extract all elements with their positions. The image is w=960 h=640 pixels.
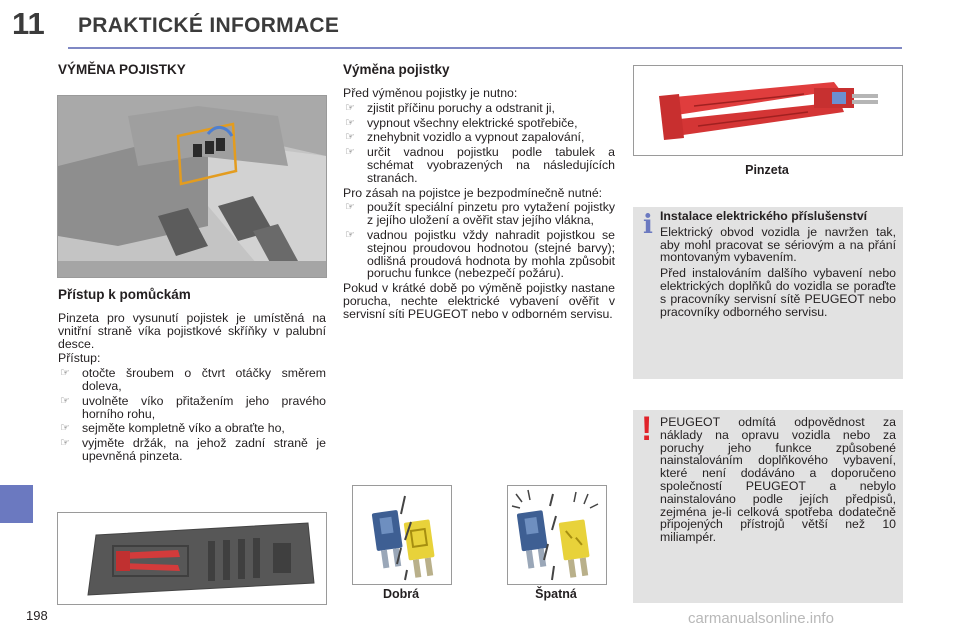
grip-item: ☞ vadnou pojistku vždy nahradit pojistkou se stejnou proudovou hodnotou (stejné barvy); odlišná proudová hodnota by mohla způsobit poruchu funkce (nebezpečí požáru).	[345, 227, 615, 281]
access-step: ☞ otočte šroubem o čtvrt otáčky směrem doleva,	[60, 366, 326, 393]
grip-text: Pro zásah na pojistce je bezpodmínečně nutné:	[343, 185, 603, 200]
hand-pointer-icon: ☞	[345, 101, 355, 114]
intro-paragraph: Pinzeta pro vysunutí pojistek je umístěná na vnitřní straně víka pojistkové skříňky v palubní desce.	[58, 311, 326, 351]
access-step: ☞ uvolněte víko přitažením jeho pravého horního rohu,	[60, 393, 326, 421]
info-box-paragraph: Před instalováním dalšího vybavení nebo elektrických doplňků do vozidla se poraďte s pracovníky servisní sítě PEUGEOT nebo pracovníky odborného servisu.	[660, 266, 896, 319]
info-box-content	[660, 210, 896, 320]
tweezers-illustration	[634, 66, 902, 155]
good-fuse-illustration	[353, 486, 451, 584]
before-item: ☞ vypnout všechny elektrické spotřebiče,	[345, 115, 578, 130]
before-item: ☞ určit vadnou pojistku podle tabulek a schémat vyobrazených na následujících stranách.	[345, 145, 615, 185]
hand-pointer-icon: ☞	[60, 437, 70, 450]
good-caption: Dobrá	[382, 587, 420, 601]
subsection-title: Přístup k pomůckám	[58, 287, 191, 302]
warning-exclamation-icon: !	[641, 410, 653, 448]
hand-pointer-icon: ☞	[345, 116, 355, 129]
watermark: carmanualsonline.info	[688, 610, 834, 627]
grip-item: ☞ použít speciální pinzetu pro vytažení pojistky z jejího uložení a ověřit stav jejího vlákna,	[345, 200, 615, 228]
chapter-side-tab	[0, 485, 33, 523]
hand-pointer-icon: ☞	[60, 422, 70, 435]
hand-pointer-icon: ☞	[345, 228, 355, 241]
access-step: ☞ vyjměte držák, na jehož zadní straně je upevněná pinzeta.	[60, 436, 326, 463]
tweezers-photo	[633, 65, 903, 156]
middle-body-text	[343, 87, 615, 323]
header-rule	[68, 47, 902, 49]
warning-box	[633, 410, 903, 603]
hand-pointer-icon: ☞	[345, 146, 355, 159]
fuse-lid-illustration	[58, 513, 326, 604]
good-fuse-photo	[352, 485, 452, 585]
before-item: ☞ znehybnit vozidlo a vypnout zapalování,	[345, 130, 585, 145]
info-box-title: Instalace elektrického příslušenství	[660, 209, 868, 223]
dashboard-illustration	[58, 96, 326, 277]
hand-pointer-icon: ☞	[60, 367, 70, 380]
section-title: VÝMĚNA POJISTKY	[58, 62, 186, 77]
closing-text: Pokud v krátké době po výměně pojistky nastane porucha, nechte elektrické vybavení ověřit v servisní síti PEUGEOT nebo v odborném servisu.	[343, 281, 615, 321]
access-label: Přístup:	[58, 351, 101, 366]
info-icon: i	[643, 210, 653, 240]
page-number: 198	[26, 608, 48, 623]
bad-fuse-photo	[507, 485, 607, 585]
hand-pointer-icon: ☞	[345, 131, 355, 144]
lid-with-tweezers-photo	[57, 512, 327, 605]
dashboard-fusebox-photo	[57, 95, 327, 278]
info-box-paragraph: Elektrický obvod vozidla je navržen tak, aby mohl pracovat se sériovým a na přání montovaným vybavením.	[660, 224, 896, 265]
hand-pointer-icon: ☞	[60, 394, 70, 407]
left-body-text	[58, 312, 326, 465]
info-box	[633, 207, 903, 379]
chapter-title: PRAKTICKÉ INFORMACE	[78, 14, 340, 37]
before-text: Před výměnou pojistky je nutno:	[343, 86, 518, 100]
chapter-number: 11	[12, 6, 45, 41]
bad-caption: Špatná	[535, 587, 577, 601]
fuse-change-title: Výměna pojistky	[343, 62, 450, 77]
tweezers-caption: Pinzeta	[745, 163, 789, 177]
hand-pointer-icon: ☞	[345, 201, 355, 214]
access-step: ☞ sejměte kompletně víko a obraťte ho,	[60, 421, 285, 436]
bad-fuse-illustration	[508, 486, 606, 584]
warning-text: PEUGEOT odmítá odpovědnost za náklady na opravu vozidla nebo za poruchy jeho funkce způsobené nainstalováním doplňkového vybavení, které není dodáváno a doporučeno společností PEUGEOT a nebylo nainstalováno podle jejích předpisů, zejména je-li celková spotřeba dodatečně připojených přístrojů větší než 10 miliampér.	[660, 415, 896, 545]
before-item: ☞ zjistit příčinu poruchy a odstranit ji,	[345, 100, 555, 115]
